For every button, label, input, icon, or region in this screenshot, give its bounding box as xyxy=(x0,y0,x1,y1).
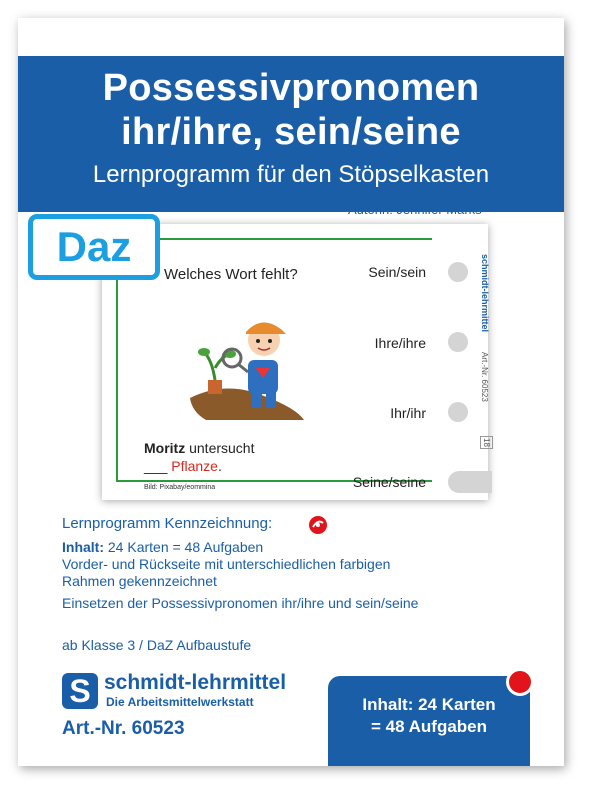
info-box-line-1: Inhalt: 24 Karten xyxy=(362,695,496,714)
plug-hole-2 xyxy=(448,332,468,352)
sentence-verb: untersucht xyxy=(185,440,255,456)
subtitle: Lernprogramm für den Stöpselkasten xyxy=(92,161,490,188)
card-number: 18 xyxy=(482,438,491,447)
boy-with-magnifier-illustration xyxy=(186,288,306,422)
sentence-period: . xyxy=(217,458,222,474)
card-sentence xyxy=(144,438,254,458)
plug-hole-4 xyxy=(448,471,492,493)
plug-hole-3 xyxy=(448,402,468,422)
logo-name: schmidt-lehrmittel xyxy=(104,671,287,694)
title-band xyxy=(18,56,564,212)
schmidt-logo-icon: S xyxy=(62,673,98,709)
card-question: Welches Wort fehlt? xyxy=(164,266,298,283)
red-dot-marker xyxy=(506,668,534,696)
plug-hole-1 xyxy=(448,262,468,282)
red-marker-icon xyxy=(308,515,328,535)
author: Autorin: Jennifer Marks xyxy=(348,202,482,217)
einsetzen-text: Einsetzen der Possessivpronomen ihr/ihre und sein/seine xyxy=(62,595,419,611)
daz-badge: Daz xyxy=(28,214,160,280)
content-info-box xyxy=(328,676,530,766)
klasse-text: ab Klasse 3 / DaZ Aufbaustufe xyxy=(62,637,252,653)
card-side-brand: schmidt-lehrmittel xyxy=(480,254,490,333)
card-side-art-nr: Art.-Nr. 60523 xyxy=(480,352,489,402)
kennzeichnung-label: Lernprogramm Kennzeichnung: xyxy=(62,515,273,532)
card-option-3: Ihr/ihr xyxy=(390,405,426,421)
logo-tagline: Die Arbeitsmittelwerkstatt xyxy=(106,695,254,709)
product-cover xyxy=(18,18,564,766)
card-option-1: Sein/sein xyxy=(368,264,426,280)
sentence-subject: Moritz xyxy=(144,440,186,456)
blank: ___ xyxy=(144,458,168,474)
inhalt-label: Inhalt: xyxy=(62,539,104,555)
card-blank-line xyxy=(144,458,222,474)
info-box-line-2: = 48 Aufgaben xyxy=(370,717,488,736)
card-option-4: Seine/seine xyxy=(352,474,426,490)
title-line-2: ihr/ihre, sein/seine xyxy=(121,111,461,153)
rahmen-text: Vorder- und Rückseite mit unterschiedlichen farbigen Rahmen gekennzeichnet xyxy=(62,556,391,589)
image-credit: Bild: Pixabay/eommina xyxy=(144,484,216,491)
inhalt-value: 24 Karten = 48 Aufgaben xyxy=(104,539,264,555)
article-number: Art.-Nr. 60523 xyxy=(62,718,185,739)
inhalt-line xyxy=(62,539,442,556)
card-option-2: Ihre/ihre xyxy=(374,335,426,351)
sentence-object: Pflanze xyxy=(171,458,218,474)
title-line-1: Possessivpronomen xyxy=(102,67,480,109)
